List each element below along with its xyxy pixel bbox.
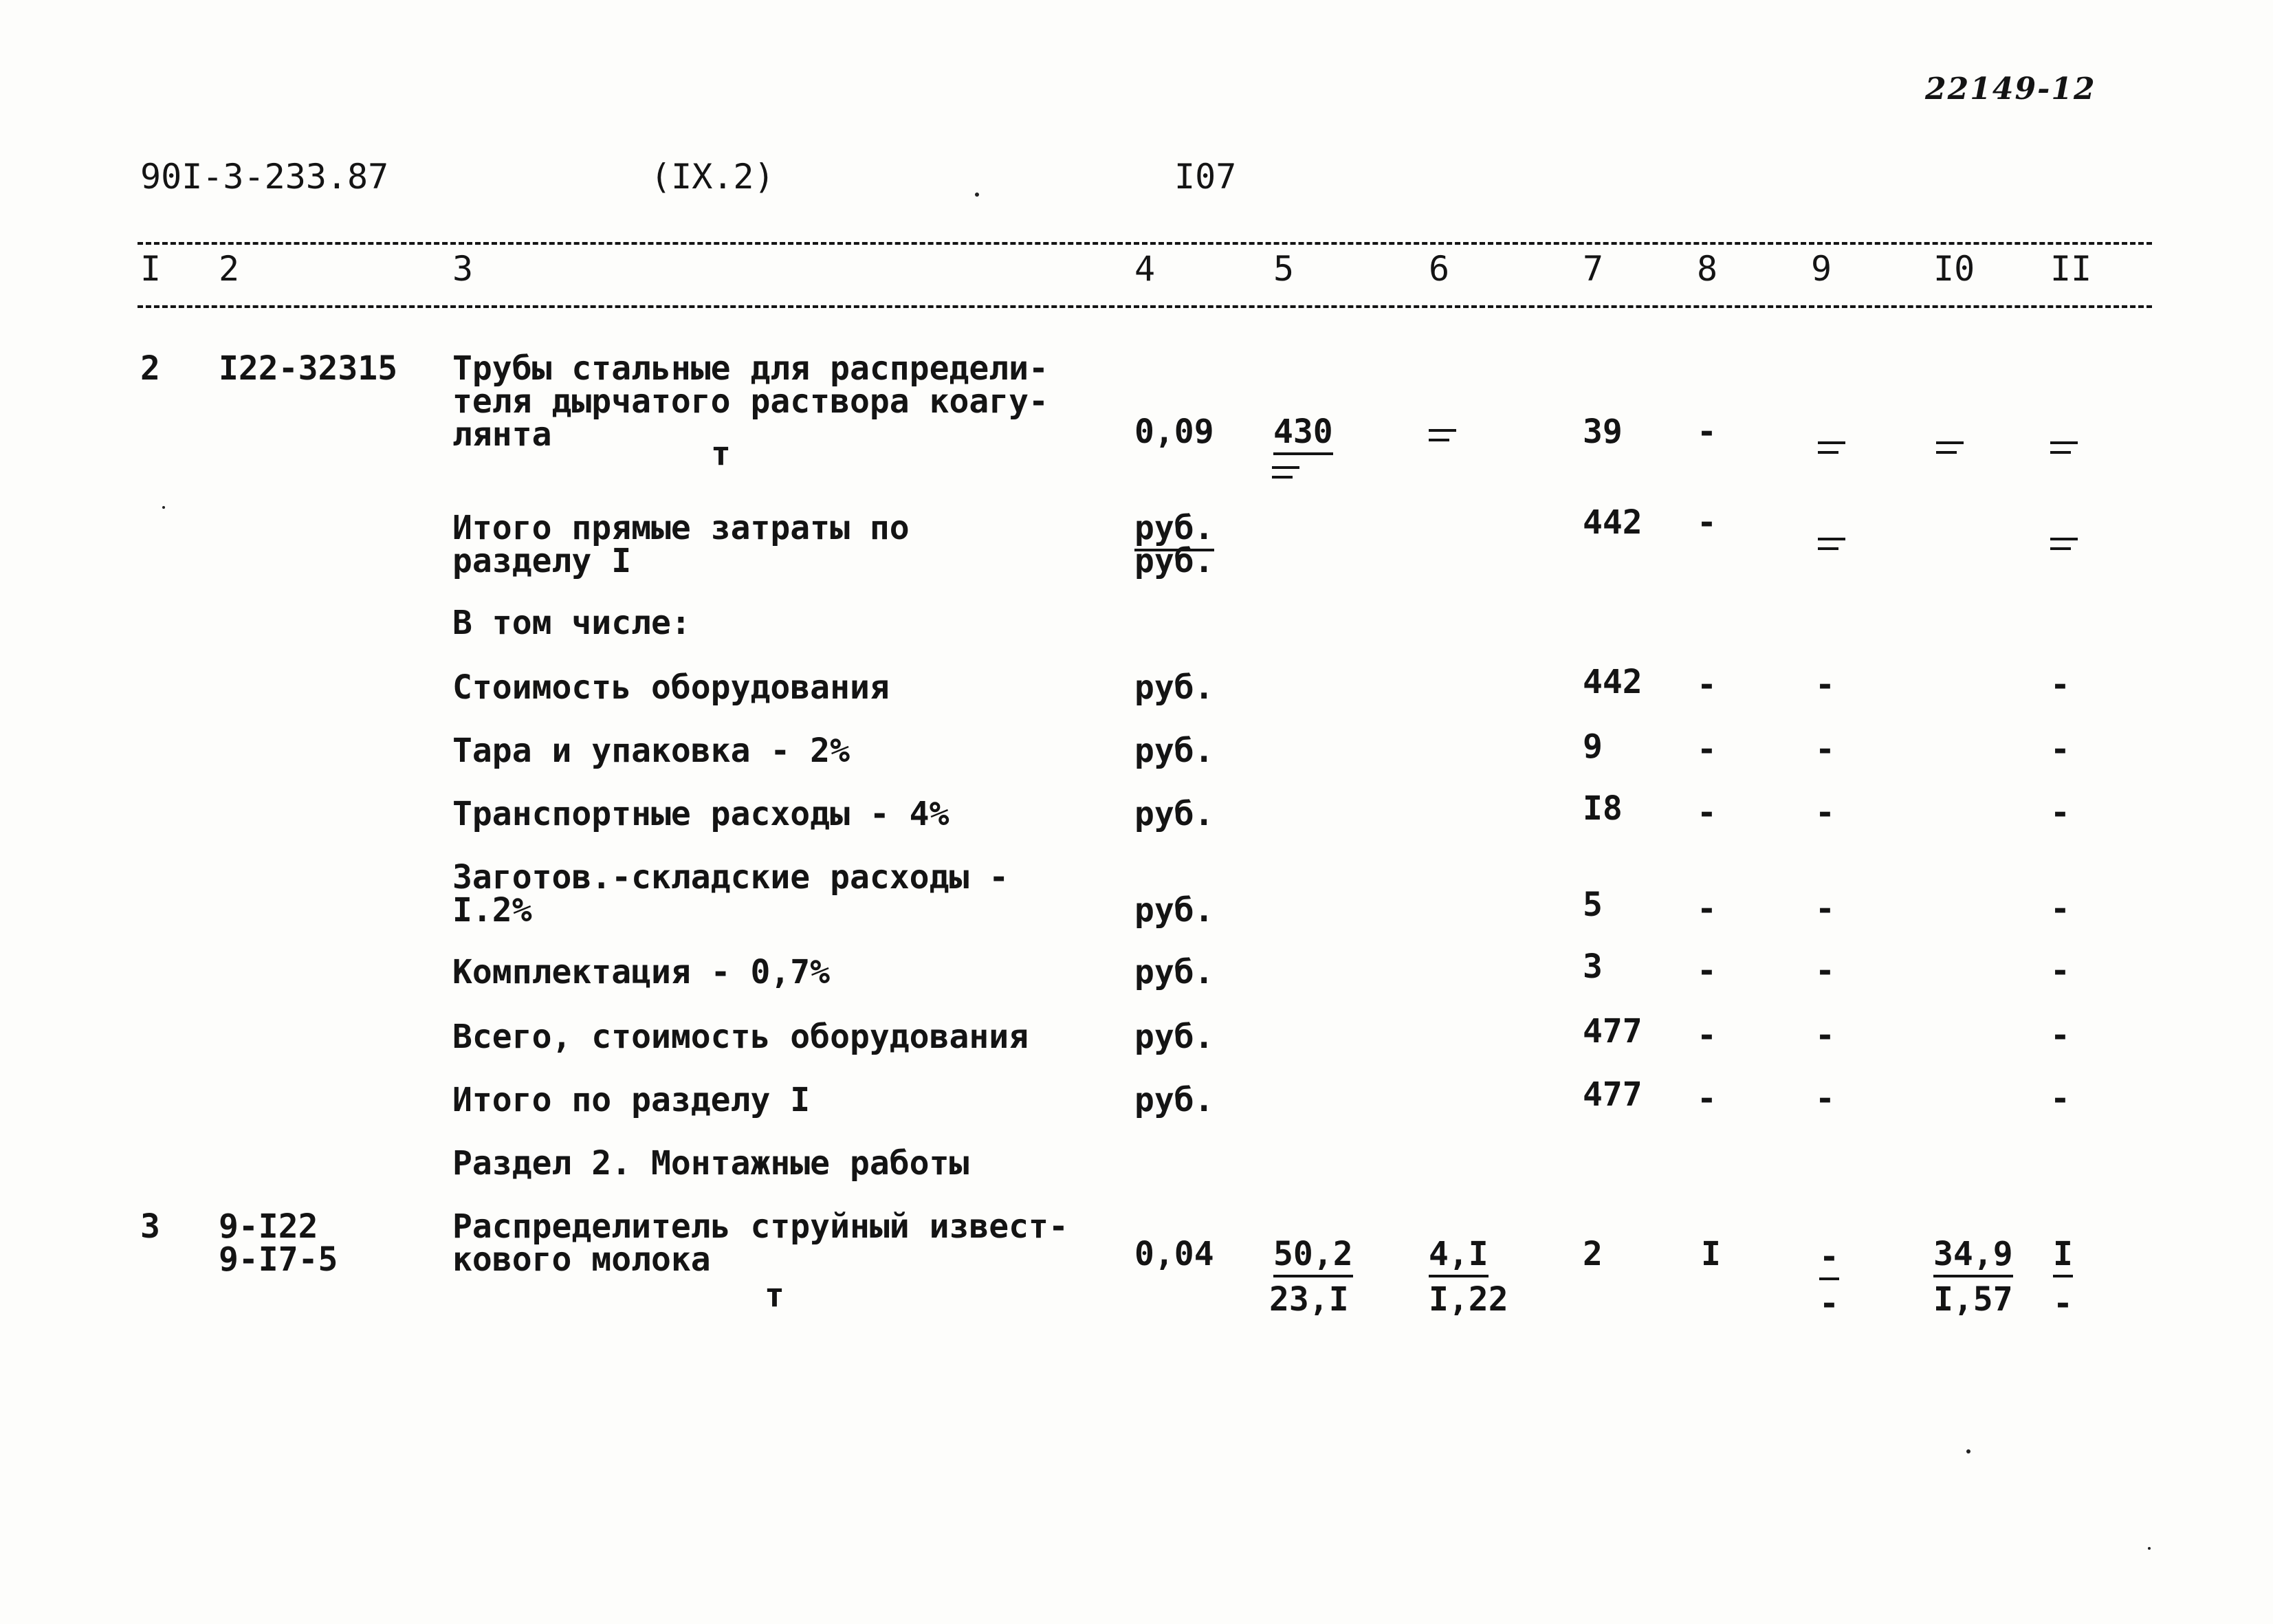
col-8-value: - bbox=[1697, 1016, 1717, 1055]
unit-cost: 430 bbox=[1273, 415, 1333, 448]
row-number: 3 bbox=[140, 1207, 160, 1246]
price-code: I22-32315 bbox=[219, 349, 398, 388]
blank-fraction-mark bbox=[1931, 441, 1969, 451]
col-8-value: - bbox=[1697, 1079, 1717, 1118]
total-cost: 442 bbox=[1583, 663, 1643, 701]
col-number: 8 bbox=[1697, 249, 1718, 289]
col-8-value: - bbox=[1697, 503, 1717, 542]
col-9-value: - bbox=[1815, 890, 1835, 928]
total-cost: 39 bbox=[1583, 413, 1623, 451]
col-11-bottom: - bbox=[2053, 1284, 2073, 1323]
unit: руб. bbox=[1134, 732, 1214, 770]
speck bbox=[2148, 1547, 2151, 1550]
col-11-value: - bbox=[2050, 952, 2070, 990]
section-code: (IX.2) bbox=[650, 157, 775, 197]
header-rule-bottom bbox=[138, 305, 2152, 308]
col-number: I0 bbox=[1933, 249, 1975, 289]
cost-label: Комплектация - 0,7% bbox=[452, 953, 831, 991]
unit-mark: т bbox=[711, 435, 731, 473]
col-9-value: - bbox=[1815, 666, 1835, 704]
labor-cost-top: 34,9 bbox=[1933, 1238, 2013, 1271]
total-cost: 5 bbox=[1583, 886, 1603, 924]
col-number: 3 bbox=[452, 249, 474, 289]
labor-cost-bottom: I,57 bbox=[1933, 1280, 2013, 1319]
col-11-value: - bbox=[2050, 1016, 2070, 1055]
col-8-value: - bbox=[1697, 793, 1717, 832]
header-rule-top bbox=[138, 242, 2152, 245]
col-number: 4 bbox=[1134, 249, 1156, 289]
subtotal-label: Итого прямые затраты по разделу I bbox=[452, 509, 910, 580]
price-code: 9-I7-5 bbox=[219, 1240, 338, 1279]
blank-fraction-mark bbox=[1423, 429, 1462, 439]
col-8-value: - bbox=[1697, 730, 1717, 769]
speck bbox=[1966, 1449, 1970, 1453]
col-9-value: - bbox=[1815, 793, 1835, 832]
col-number: 9 bbox=[1811, 249, 1832, 289]
unit: руб. bbox=[1134, 512, 1214, 545]
col-number: 7 bbox=[1583, 249, 1604, 289]
quantity: 0,09 bbox=[1134, 413, 1214, 451]
col-number: I bbox=[140, 249, 162, 289]
unit: руб. bbox=[1134, 891, 1214, 930]
col-11-value: - bbox=[2050, 890, 2070, 928]
wage-cost-bottom: I,22 bbox=[1429, 1280, 1508, 1319]
speck bbox=[162, 506, 165, 509]
total-cost: I8 bbox=[1583, 789, 1623, 828]
col-11-value: - bbox=[2050, 1079, 2070, 1118]
unit: руб. bbox=[1134, 795, 1214, 833]
item-description: Трубы стальные для распредели- теля дырчатого раствора коагу- лянта bbox=[452, 349, 1048, 454]
col-8-value: - bbox=[1697, 666, 1717, 704]
item-description: Распределитель струйный извест- кового молока bbox=[452, 1207, 1068, 1279]
unit: руб. bbox=[1134, 668, 1214, 707]
quantity: 0,04 bbox=[1134, 1235, 1214, 1273]
unit-cost-top: 50,2 bbox=[1273, 1238, 1353, 1271]
col-11-value: - bbox=[2050, 730, 2070, 769]
row-number: 2 bbox=[140, 349, 160, 388]
total-cost: 477 bbox=[1583, 1012, 1643, 1051]
col-11-value: - bbox=[2050, 666, 2070, 704]
blank-fraction-mark bbox=[1266, 466, 1305, 476]
col-number: 6 bbox=[1429, 249, 1450, 289]
col-9-value: - bbox=[1815, 952, 1835, 990]
cost-label: Транспортные расходы - 4% bbox=[452, 795, 949, 833]
cost-label: Стоимость оборудования bbox=[452, 668, 890, 707]
total-cost: 442 bbox=[1583, 503, 1643, 542]
blank-fraction-mark bbox=[1812, 538, 1851, 547]
wage-cost-top: 4,I bbox=[1429, 1238, 1489, 1271]
cost-label: Итого по разделу I bbox=[452, 1081, 811, 1119]
unit-cost-bottom: 23,I bbox=[1269, 1280, 1349, 1319]
col-9-value: - bbox=[1815, 1016, 1835, 1055]
total-cost: 3 bbox=[1583, 947, 1603, 986]
cost-label: Заготов.-складские расходы - I.2% bbox=[452, 858, 1009, 930]
col-11-value: - bbox=[2050, 793, 2070, 832]
col-8-value: - bbox=[1697, 413, 1717, 451]
unit-mark: т bbox=[765, 1276, 784, 1315]
col-number: 2 bbox=[219, 249, 240, 289]
col-9-value: - bbox=[1815, 1079, 1835, 1118]
unit: руб. bbox=[1134, 542, 1214, 580]
cost-label: Тара и упаковка - 2% bbox=[452, 732, 850, 770]
col-9-bottom: - bbox=[1819, 1284, 1839, 1323]
cost-label: Всего, стоимость оборудования bbox=[452, 1018, 1029, 1056]
archive-stamp: 22149-12 bbox=[1925, 72, 2096, 107]
col-8-value: - bbox=[1697, 952, 1717, 990]
col-11-top: I bbox=[2053, 1238, 2073, 1271]
blank-fraction-mark bbox=[2045, 441, 2083, 451]
total-cost: 477 bbox=[1583, 1075, 1643, 1114]
blank-fraction-mark bbox=[2045, 538, 2083, 547]
unit: руб. bbox=[1134, 1081, 1214, 1119]
section-heading: Раздел 2. Монтажные работы bbox=[452, 1144, 969, 1183]
col-8-value: - bbox=[1697, 890, 1717, 928]
including-label: В том числе: bbox=[452, 604, 691, 642]
total-cost: 2 bbox=[1583, 1235, 1603, 1273]
unit: руб. bbox=[1134, 1018, 1214, 1056]
page-number: I07 bbox=[1174, 157, 1237, 197]
blank-fraction-mark bbox=[1812, 441, 1851, 451]
col-9-value: - bbox=[1815, 730, 1835, 769]
unit: руб. bbox=[1134, 953, 1214, 991]
col-number: 5 bbox=[1273, 249, 1295, 289]
price-code: 9-I22 bbox=[219, 1207, 318, 1246]
col-9-top: - bbox=[1819, 1240, 1839, 1273]
col-number: II bbox=[2050, 249, 2092, 289]
speck bbox=[975, 193, 979, 197]
total-cost: 9 bbox=[1583, 727, 1603, 766]
col-8-value: I bbox=[1701, 1235, 1721, 1273]
document-code: 90I-3-233.87 bbox=[140, 157, 389, 197]
